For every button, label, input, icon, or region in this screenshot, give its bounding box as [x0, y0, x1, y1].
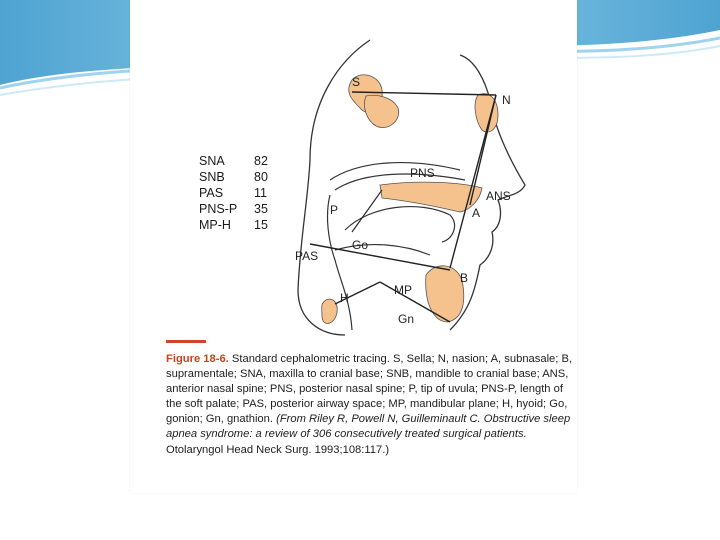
measurement-row — [199, 153, 276, 169]
measurement-name: SNB — [199, 170, 225, 184]
measurement-value: 80 — [254, 170, 268, 184]
label-s: S — [352, 75, 361, 89]
caption-source: (From Riley R, Powell N, Guilleminault C. Obstructive sleep apnea syndrome: a review of 306 consecutively treated surgical patients. — [166, 413, 571, 441]
measurement-row — [199, 201, 276, 217]
label-n: N — [502, 93, 511, 107]
figure-caption — [166, 352, 578, 458]
label-pns: PNS — [410, 166, 435, 180]
measurement-value: 82 — [254, 154, 268, 168]
label-b: B — [460, 271, 469, 285]
label-h: H — [340, 291, 349, 305]
measurement-name: PAS — [199, 186, 224, 200]
label-ans: ANS — [486, 189, 511, 203]
measurement-row — [199, 169, 276, 185]
figure-label: Figure 18-6. — [166, 353, 229, 365]
measurement-value: 15 — [254, 218, 268, 232]
label-pas: PAS — [295, 249, 319, 263]
measurement-value: 35 — [254, 202, 268, 216]
label-mp: MP — [394, 283, 412, 297]
measurement-name: PNS-P — [199, 202, 238, 216]
measurement-name: SNA — [199, 154, 225, 168]
label-gn: Gn — [398, 312, 415, 326]
label-go: Go — [352, 238, 369, 252]
measurement-table — [199, 153, 276, 233]
measurement-name: MP-H — [199, 218, 231, 232]
caption-text: Standard cephalometric tracing. S, Sella; N, nasion; A, subnasale; B, supramentale; SNA, maxilla to cranial base; SNB, mandible to cranial base; ANS, anterior nasal spine; PNS, posterior nasal spine; P, tip of uvula; PNS-P, length of the soft palate; PAS, posterior airway space; MP, mandibular plane; H, hyoid; Go, gonion; Gn, gnathion. — [166, 353, 573, 426]
figure-panel — [130, 0, 577, 493]
cephalometric-tracing — [130, 0, 577, 340]
label-p: P — [330, 203, 339, 217]
caption-accent-rule — [166, 340, 206, 343]
measurement-value: 11 — [254, 186, 267, 200]
measurement-row — [199, 185, 276, 201]
measurement-row — [199, 217, 276, 233]
label-a: A — [472, 206, 481, 220]
caption-citation: Otolaryngol Head Neck Surg. 1993;108:117.) — [166, 443, 390, 456]
